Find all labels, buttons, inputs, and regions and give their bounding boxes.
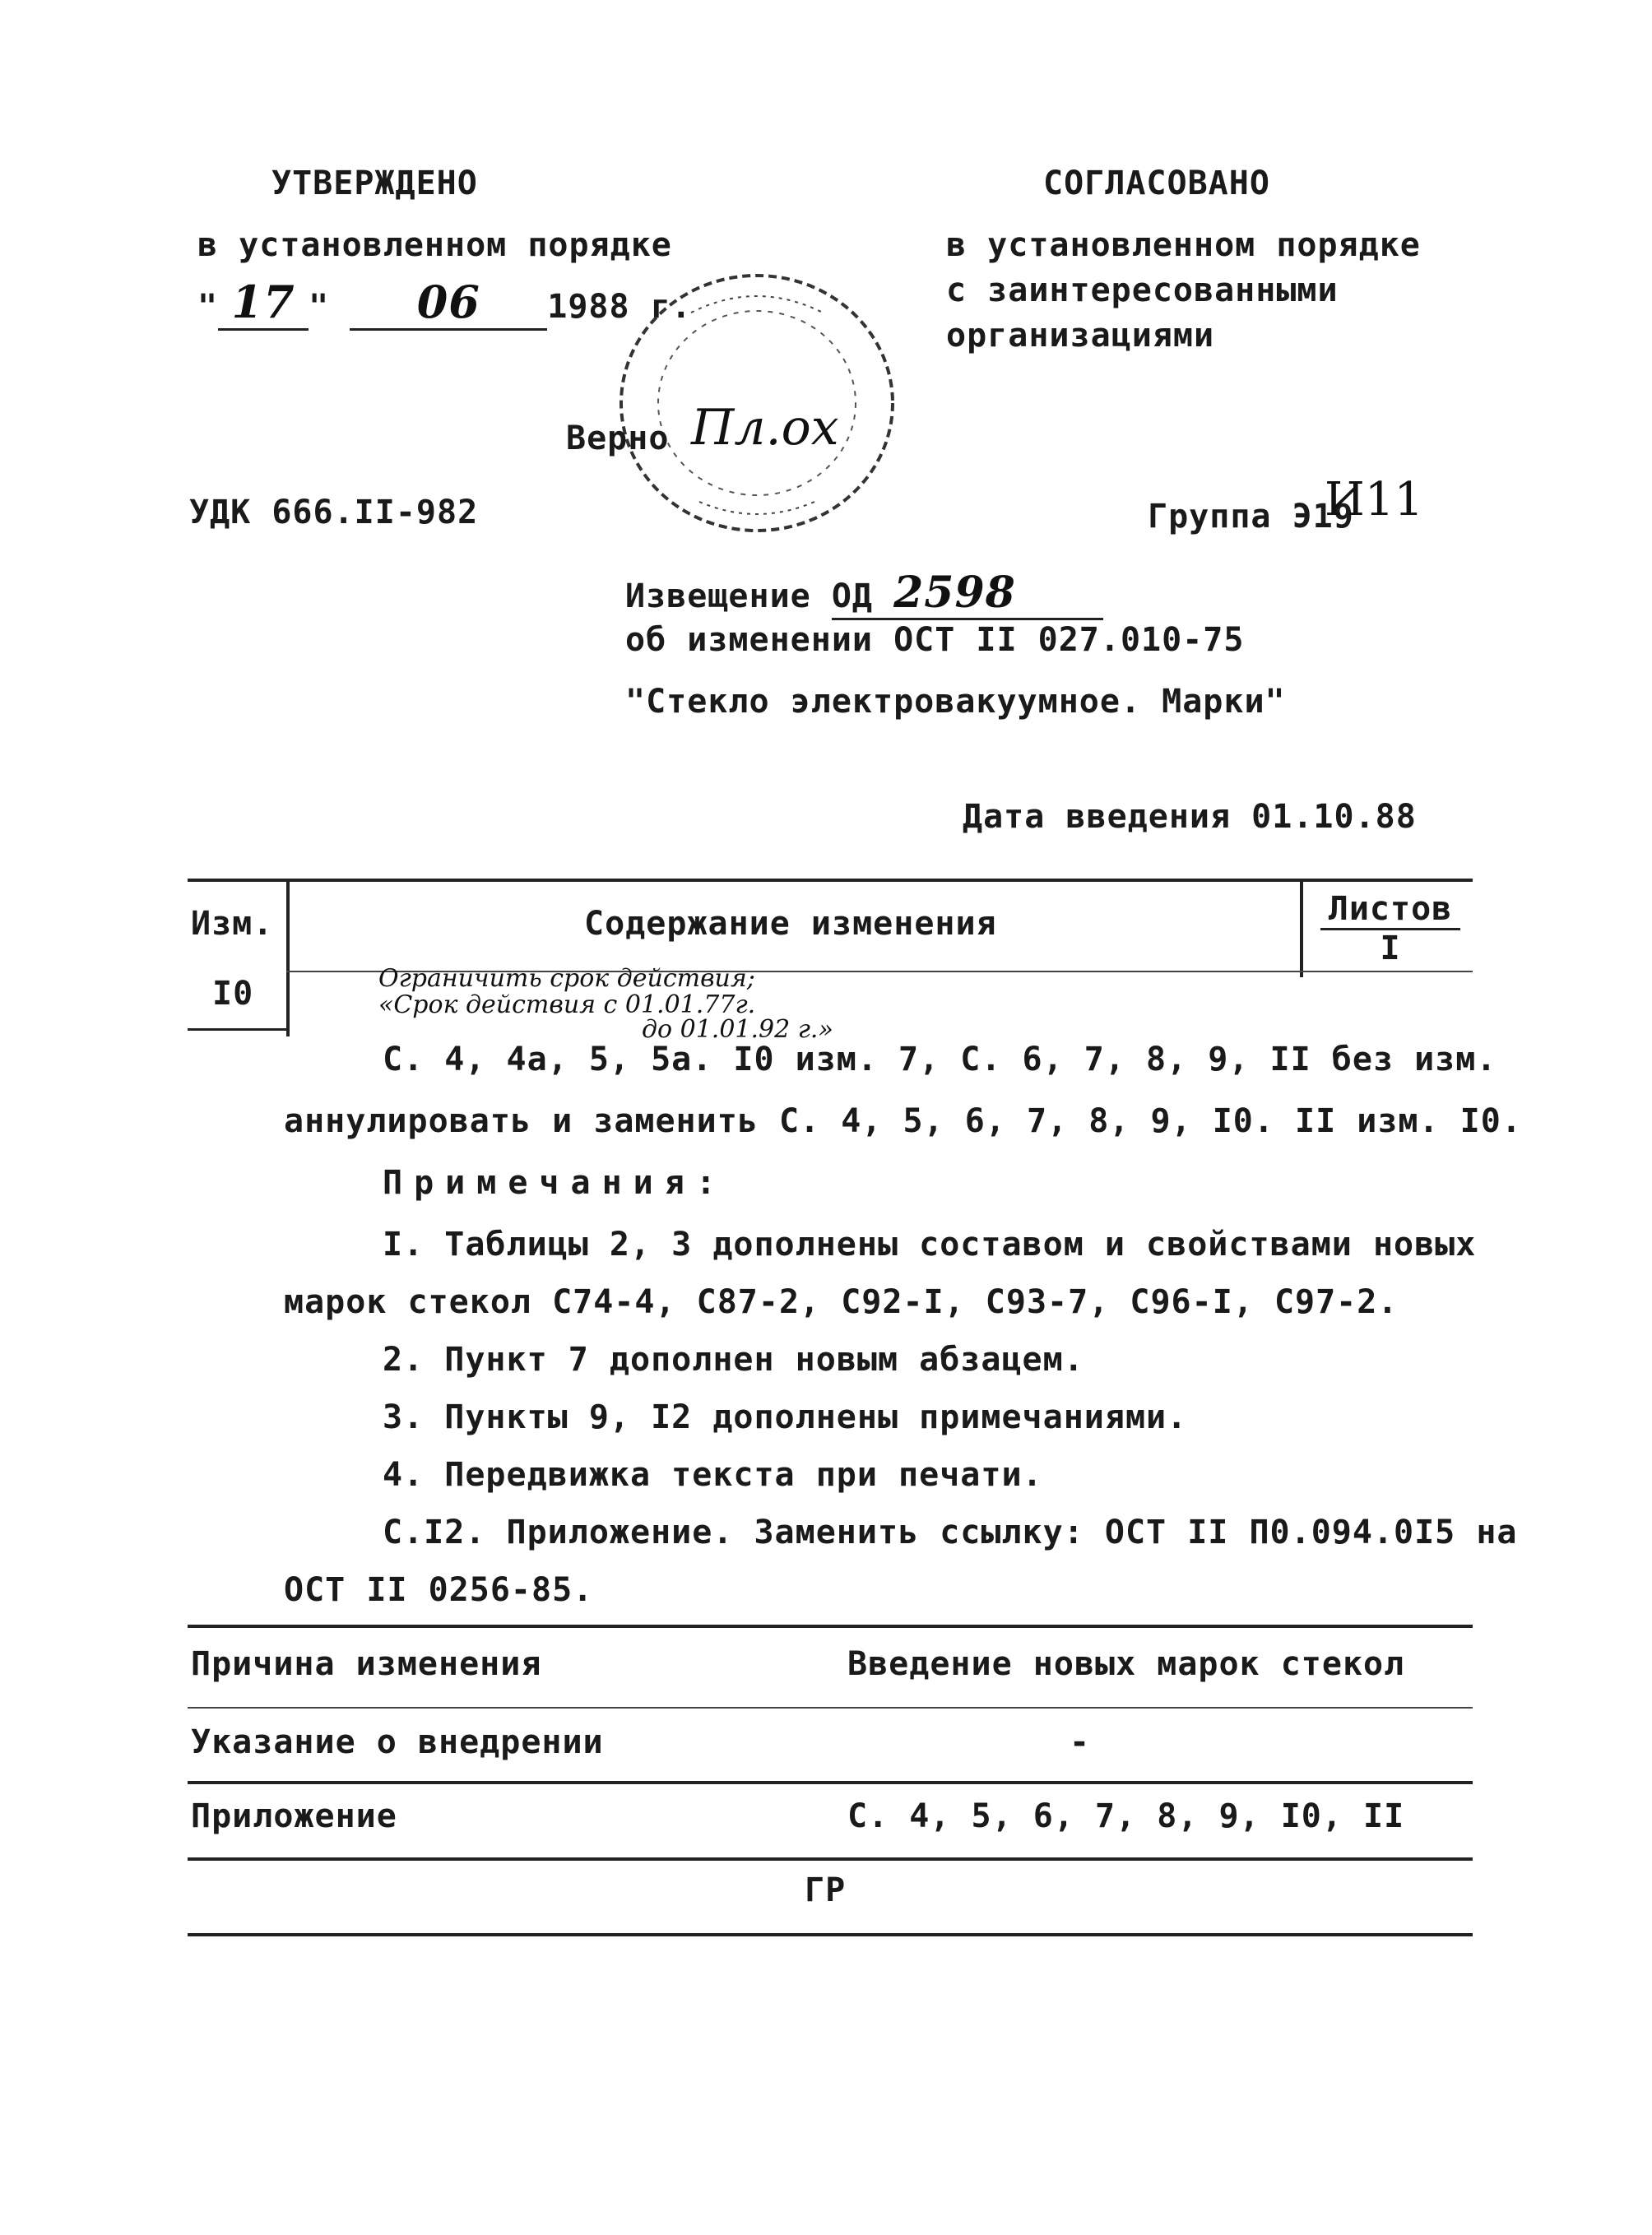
table-col-divider-2: [1300, 880, 1303, 977]
note-2: 2. Пункт 7 дополнен новым абзацем.: [383, 1341, 1084, 1379]
agreed-line1: в установленном порядке: [946, 226, 1421, 264]
reason-label: Причина изменения: [191, 1645, 542, 1683]
approved-month: 06: [350, 276, 547, 331]
group-label: Группа Э19: [1148, 498, 1354, 536]
body-c12b: ОСТ II 0256-85.: [284, 1571, 594, 1609]
appendix-value: С. 4, 5, 6, 7, 8, 9, I0, II: [847, 1797, 1405, 1835]
handwritten-line3: до 01.01.92 г.»: [642, 1015, 833, 1044]
notes-title: Примечания:: [383, 1164, 727, 1202]
notice-line2: об изменении ОСТ II 027.010-75: [625, 621, 1245, 659]
approved-line1: в установленном порядке: [197, 226, 672, 264]
handwritten-line2: «Срок действия с 01.01.77г.: [378, 990, 756, 1019]
table-col-sheets-label: Листов: [1320, 890, 1460, 930]
footer-rule-2: [188, 1707, 1473, 1709]
table-col-divider-1: [286, 880, 290, 1036]
agreed-line3: организациями: [946, 317, 1215, 355]
intro-date-label: Дата введения: [963, 798, 1232, 836]
approved-date: " 17 " 06 1988 г.: [197, 276, 692, 331]
table-izm-rule: [188, 1028, 286, 1031]
table-top-rule: [188, 879, 1473, 882]
note-1a: I. Таблицы 2, 3 дополнены составом и свойствами новых: [383, 1226, 1477, 1264]
agreed-title: СОГЛАСОВАНО: [1043, 165, 1270, 202]
table-izm-value: I0: [212, 975, 254, 1013]
footer-rule-4: [188, 1857, 1473, 1861]
intro-date-value: 01.10.88: [1251, 798, 1417, 836]
body-line2: аннулировать и заменить С. 4, 5, 6, 7, 8, 9, I0. II изм. I0.: [284, 1102, 1522, 1140]
note-4: 4. Передвижка текста при печати.: [383, 1456, 1043, 1494]
table-col-izm: Изм.: [191, 905, 274, 943]
table-col-content: Содержание изменения: [584, 905, 997, 943]
implementation-label: Указание о внедрении: [191, 1723, 604, 1761]
document-code: ГР: [805, 1871, 847, 1909]
appendix-label: Приложение: [191, 1797, 397, 1835]
note-3: 3. Пункты 9, I2 дополнены примечаниями.: [383, 1398, 1188, 1436]
handwritten-line1: Ограничить срок действия;: [378, 964, 755, 993]
notice-label: Извещение: [625, 577, 811, 615]
notice-number: 2598: [893, 568, 1016, 618]
approved-title: УТВЕРЖДЕНО: [271, 165, 478, 202]
footer-rule-5: [188, 1933, 1473, 1936]
table-sheets-value: I: [1380, 930, 1401, 967]
notice-line1: [625, 568, 1103, 620]
notice-line3: "Стекло электровакуумное. Марки": [625, 683, 1286, 721]
note-1b: марок стекол С74-4, С87-2, С92-I, С93-7, С96-I, С97-2.: [284, 1283, 1399, 1321]
intro-date: [963, 798, 1417, 836]
stamp-signature: Пл.ох: [691, 399, 839, 457]
footer-rule-1: [188, 1625, 1473, 1628]
udk-code: УДК 666.II-982: [189, 494, 479, 531]
footer-rule-3: [188, 1781, 1473, 1784]
body-line1: С. 4, 4а, 5, 5а. I0 изм. 7, С. 6, 7, 8, 9, II без изм.: [383, 1041, 1497, 1078]
approved-day: 17: [218, 276, 309, 331]
stamp-label: Верно: [566, 420, 670, 457]
group-handwritten: И11: [1325, 473, 1424, 526]
body-c12a: С.I2. Приложение. Заменить ссылку: ОСТ II П0.094.0I5 на: [383, 1514, 1518, 1551]
approved-year: 1988 г.: [547, 288, 692, 326]
notice-prefix: ОД: [831, 577, 874, 615]
notice-number-field: [832, 568, 1103, 620]
agreed-line2: с заинтересованными: [946, 271, 1339, 309]
table-col-sheets: [1316, 890, 1464, 930]
implementation-value: -: [1070, 1723, 1091, 1761]
reason-value: Введение новых марок стекол: [847, 1645, 1405, 1683]
